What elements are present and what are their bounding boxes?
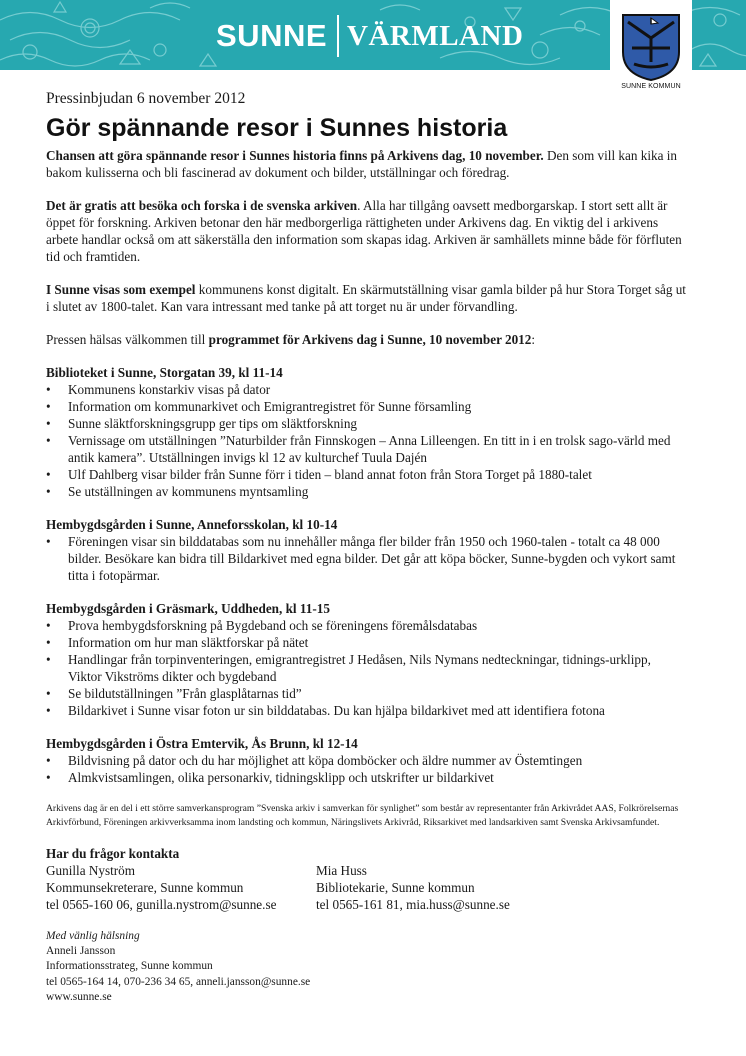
contact-column-1 (46, 845, 316, 913)
list-item: • Handlingar från torpinventeringen, emigrantregistret J Hedåsen, Nils Nymans nedteckningar, tidnings-urklipp, Viktor Vikströms dikter och bygdeband (46, 651, 686, 685)
list-item: • Almkvistsamlingen, olika personarkiv, tidningsklipp och utskrifter ur bildarkivet (46, 769, 686, 786)
contacts (46, 845, 686, 913)
intro-paragraph-1 (46, 147, 686, 181)
section-list (46, 381, 686, 500)
list-item: • Information om kommunarkivet och Emigrantregistret för Sunne församling (46, 398, 686, 415)
section-title: Biblioteket i Sunne, Storgatan 39, kl 11-14 (46, 365, 283, 380)
brand-sunne: SUNNE (216, 18, 328, 53)
intro-1-bold: Chansen att göra spännande resor i Sunnes historia finns på Arkivens dag, 10 november. (46, 148, 544, 163)
footnote: Arkivens dag är en del i ett större samverkansprogram ”Svenska arkiv i samverkan för synlighet” som består av representanter från Arkivrådet AAS, Folkrörelsernas Arkivförbund, Föreningen arkivverksamma inom landsting och kommun, Näringslivets Arkivråd, Riksarkivet med landsarkiven samt Svenska Arkivsamfundet. (46, 803, 679, 828)
list-item: • Se bildutställningen ”Från glasplåtarnas tid” (46, 685, 686, 702)
intro-paragraph-2 (46, 197, 686, 265)
contact-column-2 (316, 845, 510, 913)
section-list (46, 752, 686, 786)
list-item: • Bildvisning på dator och du har möjlighet att köpa domböcker och äldre nummer av Östemtingen (46, 752, 686, 769)
signoff-website: www.sunne.se (46, 990, 112, 1003)
intro-1-text: Den som vill kan kika in bakom kulisserna och bli fascinerad av dokument och bilder, utställningar och föredrag. (46, 148, 678, 180)
program-intro-text: Pressen hälsas välkommen till (46, 332, 209, 347)
list-item: • Prova hembygdsforskning på Bygdeband och se föreningens föremålsdatabas (46, 617, 686, 634)
intro-paragraph-3 (46, 281, 686, 315)
contact-role: Kommunsekreterare, Sunne kommun (46, 880, 244, 895)
page-title: Gör spännande resor i Sunnes historia (46, 114, 508, 142)
program-section-hembygdsgarden-sunne (46, 516, 686, 584)
list-item: • Bildarkivet i Sunne visar foton ur sin bilddatabas. Du kan hjälpa bildarkivet med att identifiera fotona (46, 702, 686, 719)
list-item: • Ulf Dahlberg visar bilder från Sunne förr i tiden – bland annat foton från Stora Torget på 1880-talet (46, 466, 686, 483)
crest-caption: SUNNE KOMMUN (621, 83, 681, 90)
signoff-name: Anneli Jansson (46, 945, 116, 958)
municipal-crest (610, 0, 692, 96)
list-item: • Föreningen visar sin bilddatabas som nu innehåller många fler bilder från 1950 och 1960-talen - totalt ca 48 000 bilder. Besökare kan bidra till Bildarkivet med egna bilder. Det går att köpa böcker, Sunne-bygden och vykort samt titta i fotopärmar. (46, 533, 686, 584)
intro-2-text: . Alla har tillgång oavsett medborgarskap. I stort sett allt är öppet för forskning. Arkiven betonar den här medborgerliga rättigheten under Arkivens dag. En viktig del i arkivens arbete handlar också om att säkerställa den information som skapas idag. Arkiven är samhällets minne både för förfluten tid och framtiden. (46, 198, 682, 264)
crest-icon (620, 12, 682, 82)
list-item: • Se utställningen av kommunens myntsamling (46, 483, 686, 500)
program-intro (46, 331, 686, 348)
section-title: Hembygdsgården i Gräsmark, Uddheden, kl 11-15 (46, 601, 330, 616)
program-intro-end: : (531, 332, 536, 347)
list-item: • Vernissage om utställningen ”Naturbilder från Finnskogen – Anna Lilleengen. En titt in i en trolsk sago-värld med antik kamera”. Utställningen invigs kl 12 av kulturchef Tuula Dajén (46, 432, 686, 466)
signoff-greeting: Med vänlig hälsning (46, 930, 140, 942)
list-item: • Information om hur man släktforskar på nätet (46, 634, 686, 651)
section-list (46, 533, 686, 584)
list-item: • Kommunens konstarkiv visas på dator (46, 381, 686, 398)
signoff-role: Informationsstrateg, Sunne kommun (46, 960, 213, 973)
program-section-biblioteket (46, 364, 686, 500)
press-release (46, 88, 686, 1005)
signoff-contact: tel 0565-164 14, 070-236 34 65, anneli.jansson@sunne.se (46, 975, 311, 988)
list-item: • Sunne släktforskningsgrupp ger tips om släktforskning (46, 415, 686, 432)
section-list (46, 617, 686, 719)
program-intro-bold: programmet för Arkivens dag i Sunne, 10 november 2012 (208, 332, 532, 347)
contact-role: Bibliotekarie, Sunne kommun (316, 880, 475, 895)
signoff (46, 929, 686, 1005)
dateline: Pressinbjudan 6 november 2012 (46, 90, 246, 107)
contact-name: Gunilla Nyström (46, 863, 136, 878)
contact-details: tel 0565-160 06, gunilla.nystrom@sunne.se (46, 897, 277, 912)
section-title: Hembygdsgården i Sunne, Anneforsskolan, kl 10-14 (46, 517, 338, 532)
contact-details: tel 0565-161 81, mia.huss@sunne.se (316, 897, 510, 912)
intro-3-text: kommunens konst digitalt. En skärmutställning visar gamla bilder på hur Stora Torget såg ut i slutet av 1800-talet. Kan vara intressant med tanke på att torget nu är under förvandling. (46, 282, 686, 314)
brand-wordmark (216, 14, 523, 58)
program-section-hembygdsgarden-emtervik (46, 735, 686, 786)
brand-varmland: VÄRMLAND (347, 19, 524, 52)
intro-2-bold: Det är gratis att besöka och forska i de svenska arkiven (46, 198, 358, 213)
program-section-hembygdsgarden-grasmark (46, 600, 686, 719)
contact-name: Mia Huss (316, 863, 367, 878)
contacts-heading: Har du frågor kontakta (46, 846, 180, 861)
brand-separator (337, 15, 339, 57)
section-title: Hembygdsgården i Östra Emtervik, Ås Brunn, kl 12-14 (46, 736, 358, 751)
intro-3-bold: I Sunne visas som exempel (46, 282, 196, 297)
